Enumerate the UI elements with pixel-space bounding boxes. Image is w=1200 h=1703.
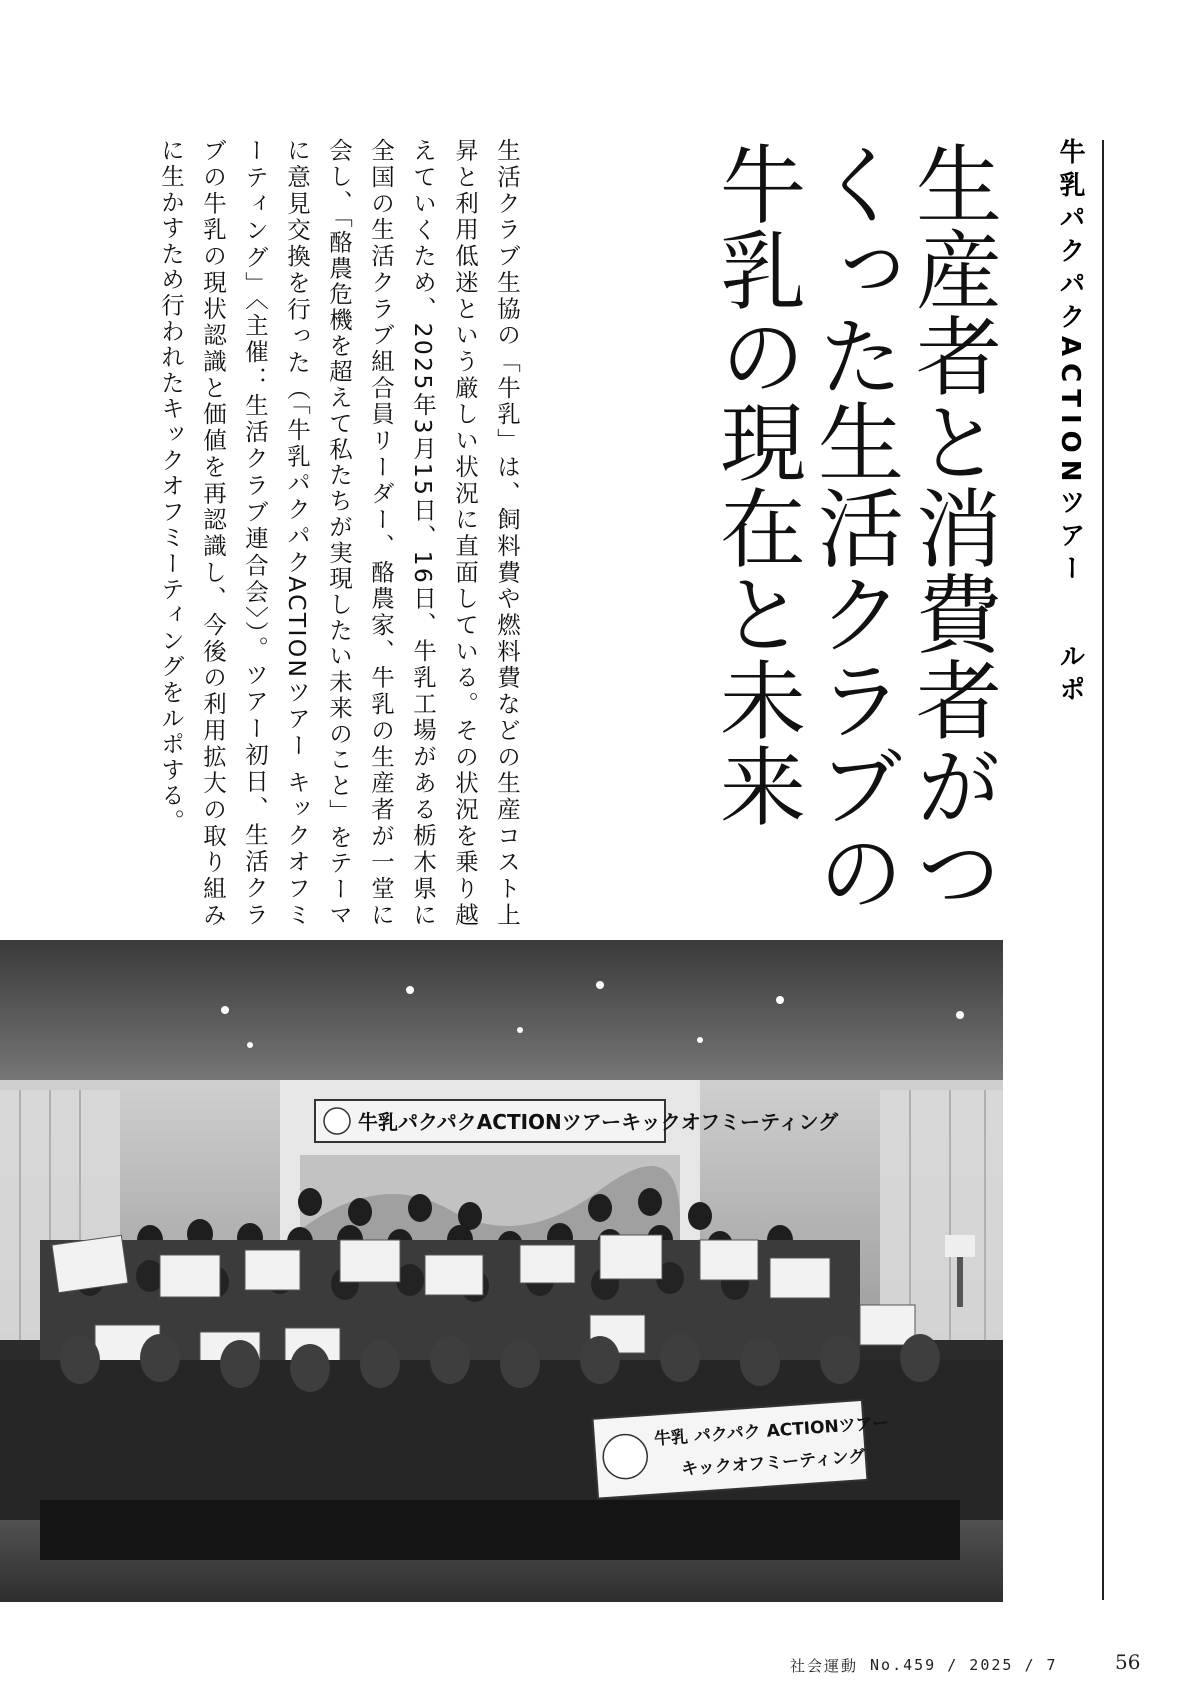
- series-label-main: 牛乳パクパクACTIONツアー: [1055, 138, 1085, 588]
- photo-front-banner-line2: キックオフミーティング: [680, 1446, 866, 1480]
- footer-publication: 社会運動: [790, 1656, 859, 1675]
- series-label: [1050, 138, 1090, 858]
- group-photo-illustration: [0, 940, 1003, 1602]
- group-photo: [0, 940, 1003, 1602]
- headline: 生産者と消費者がつくった生活クラブの牛乳の現在と未来: [705, 140, 1001, 914]
- photo-top-banner: 牛乳パクパクACTIONツアーキックオフミーティング: [358, 1110, 839, 1134]
- footer-issue: No.459 / 2025 / 7: [870, 1656, 1058, 1674]
- lead-paragraph: 生活クラブ生協の「牛乳」は、飼料費や燃料費などの生産コスト上昇と利用低迷という厳しい状況に直面している。その状況を乗り越えていくため、2025年3月15日、16日、牛乳工場がある栃木県に全国の生活クラブ組合員リーダー、酪農家、牛乳の生産者が一堂に会し、「酪農危機を超えて私たちが実現したい未来のこと」をテーマに意見交換を行った（「牛乳パクパクACTIONツアー キックオフミーティング」〈主催：生活クラブ連合会〉）。ツアー初日、生活クラブの牛乳の現状認識と価値を再認識し、今後の利用拡大の取り組みに生かすため行われたキックオフミーティングをルポする。: [157, 138, 521, 928]
- series-label-suffix: ルポ: [1055, 642, 1085, 709]
- page-number: 56: [1115, 1650, 1141, 1674]
- photo-front-banner-line1: 牛乳 パクパク ACTIONツアー: [653, 1413, 890, 1450]
- vertical-rule: [1102, 140, 1104, 1600]
- page-footer: [790, 1650, 1180, 1680]
